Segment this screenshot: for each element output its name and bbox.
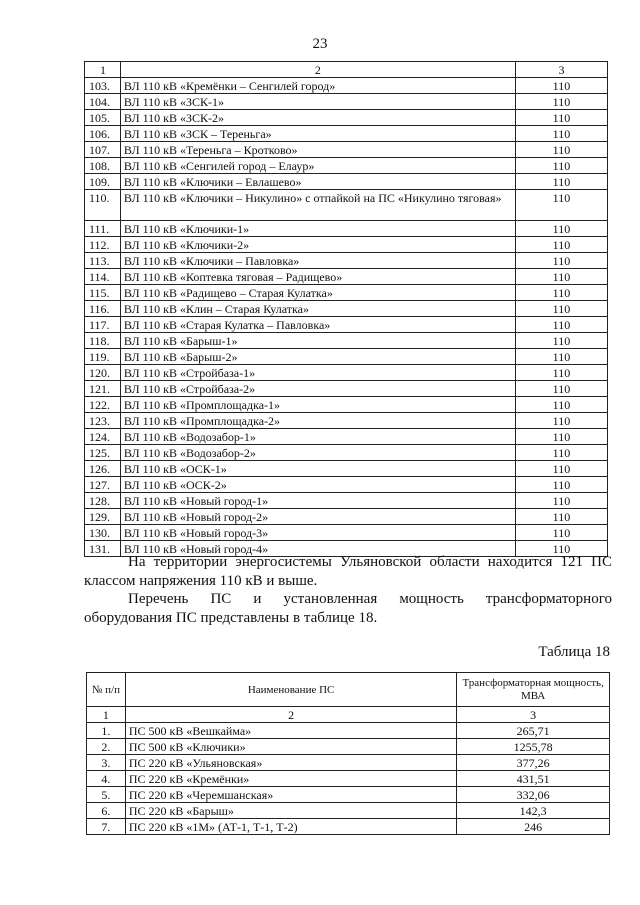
- row-number: 111.: [85, 221, 121, 237]
- line-name: [120, 221, 515, 237]
- table-row: [85, 381, 608, 397]
- index-col-3: 3: [457, 707, 610, 723]
- voltage-value: 110: [515, 221, 607, 237]
- row-number: 2.: [87, 739, 126, 755]
- transformer-power: 246: [457, 819, 610, 835]
- voltage-value: 110: [515, 365, 607, 381]
- table-row: [87, 739, 610, 755]
- row-number: 125.: [85, 445, 121, 461]
- row-number: 113.: [85, 253, 121, 269]
- line-name: [120, 381, 515, 397]
- table-row: [85, 301, 608, 317]
- line-name-text: ВЛ 110 кВ «Стройбаза-1»: [123, 366, 256, 380]
- voltage-value: 110: [515, 237, 607, 253]
- table-row: [85, 221, 608, 237]
- table-row: [85, 78, 608, 94]
- line-name-text: ВЛ 110 кВ «Барыш-1»: [123, 334, 238, 348]
- row-number: 110.: [85, 190, 121, 221]
- line-name: [120, 461, 515, 477]
- line-name-text: ВЛ 110 кВ «Старая Кулатка – Павловка»: [123, 318, 331, 332]
- header-col-3: 3: [515, 62, 607, 78]
- table-row: [85, 142, 608, 158]
- transformer-power: 332,06: [457, 787, 610, 803]
- line-name-text: ВЛ 110 кВ «Ключики-2»: [123, 238, 250, 252]
- row-number: 129.: [85, 509, 121, 525]
- row-number: 105.: [85, 110, 121, 126]
- row-number: 6.: [87, 803, 126, 819]
- table-row: [85, 110, 608, 126]
- voltage-value: 110: [515, 317, 607, 333]
- table-row: [85, 349, 608, 365]
- voltage-value: 110: [515, 285, 607, 301]
- line-name: [120, 269, 515, 285]
- row-number: 108.: [85, 158, 121, 174]
- line-name: [120, 349, 515, 365]
- transformer-power: 265,71: [457, 723, 610, 739]
- paragraph-substation-count: [84, 553, 612, 591]
- substation-name: ПС 500 кВ «Ключики»: [125, 739, 456, 755]
- row-number: 115.: [85, 285, 121, 301]
- table-row: [85, 94, 608, 110]
- line-name-text: ВЛ 110 кВ «Коптевка тяговая – Радищево»: [123, 270, 343, 284]
- header-col-2: 2: [120, 62, 515, 78]
- table-row: [87, 819, 610, 835]
- row-number: 119.: [85, 349, 121, 365]
- line-name: [120, 333, 515, 349]
- row-number: 117.: [85, 317, 121, 333]
- voltage-value: 110: [515, 397, 607, 413]
- table-row: [85, 429, 608, 445]
- table-row: [87, 787, 610, 803]
- substations-table: [86, 672, 610, 835]
- voltage-value: 110: [515, 445, 607, 461]
- line-name-text: ВЛ 110 кВ «Кремёнки – Сенгилей город»: [123, 79, 336, 93]
- table-row: [85, 413, 608, 429]
- row-number: 127.: [85, 477, 121, 493]
- row-number: 107.: [85, 142, 121, 158]
- line-name: [120, 158, 515, 174]
- voltage-value: 110: [515, 509, 607, 525]
- table-header-row: [85, 62, 608, 78]
- line-name-text: ВЛ 110 кВ «ЗСК – Тереньга»: [123, 127, 272, 141]
- substation-name: ПС 220 кВ «Кремёнки»: [125, 771, 456, 787]
- table-row: [85, 509, 608, 525]
- voltage-value: 110: [515, 301, 607, 317]
- row-number: 118.: [85, 333, 121, 349]
- voltage-value: 110: [515, 126, 607, 142]
- voltage-value: 110: [515, 110, 607, 126]
- table-caption: Таблица 18: [538, 644, 610, 660]
- row-number: 114.: [85, 269, 121, 285]
- line-name: [120, 110, 515, 126]
- table-row: [85, 253, 608, 269]
- row-number: 104.: [85, 94, 121, 110]
- voltage-value: 110: [515, 78, 607, 94]
- line-name-text: ВЛ 110 кВ «Новый город-3»: [123, 526, 269, 540]
- paragraph-table-reference: [84, 590, 612, 628]
- table-row: [85, 158, 608, 174]
- row-number: 4.: [87, 771, 126, 787]
- line-name: [120, 142, 515, 158]
- table-row: [87, 755, 610, 771]
- line-name-text: ВЛ 110 кВ «Новый город-2»: [123, 510, 269, 524]
- table-row: [85, 525, 608, 541]
- table-index-row: [87, 707, 610, 723]
- table-row: [85, 237, 608, 253]
- row-number: 109.: [85, 174, 121, 190]
- voltage-value: 110: [515, 477, 607, 493]
- row-number: 123.: [85, 413, 121, 429]
- line-name-text: ВЛ 110 кВ «Ключики – Павловка»: [123, 254, 300, 268]
- line-name: [120, 301, 515, 317]
- power-lines-table: [84, 61, 608, 557]
- transformer-power: 142,3: [457, 803, 610, 819]
- line-name: [120, 525, 515, 541]
- substation-name: ПС 220 кВ «Ульяновская»: [125, 755, 456, 771]
- transformer-power: 377,26: [457, 755, 610, 771]
- table-row: [85, 477, 608, 493]
- line-name-text: ВЛ 110 кВ «ЗСК-1»: [123, 95, 224, 109]
- table-row: [85, 445, 608, 461]
- row-number: 121.: [85, 381, 121, 397]
- row-number: 131.: [85, 541, 121, 557]
- line-name-text: ВЛ 110 кВ «Новый город-1»: [123, 494, 269, 508]
- voltage-value: 110: [515, 541, 607, 557]
- table-header-row: [87, 673, 610, 707]
- voltage-value: 110: [515, 94, 607, 110]
- header-power: Трансформаторная мощность, МВА: [457, 673, 610, 707]
- row-number: 3.: [87, 755, 126, 771]
- line-name: [120, 397, 515, 413]
- line-name: [120, 493, 515, 509]
- line-name-text: ВЛ 110 кВ «ОСК-1»: [123, 462, 227, 476]
- voltage-value: 110: [515, 158, 607, 174]
- line-name: [120, 174, 515, 190]
- substation-name: ПС 500 кВ «Вешкайма»: [125, 723, 456, 739]
- table-row: [85, 493, 608, 509]
- index-col-2: 2: [125, 707, 456, 723]
- table-row: [87, 803, 610, 819]
- line-name-text: ВЛ 110 кВ «ЗСК-2»: [123, 111, 224, 125]
- voltage-value: 110: [515, 413, 607, 429]
- row-number: 122.: [85, 397, 121, 413]
- row-number: 7.: [87, 819, 126, 835]
- row-number: 103.: [85, 78, 121, 94]
- voltage-value: 110: [515, 525, 607, 541]
- voltage-value: 110: [515, 381, 607, 397]
- header-number: № п/п: [87, 673, 126, 707]
- line-name: [120, 94, 515, 110]
- table-row: [85, 461, 608, 477]
- table-row: [85, 397, 608, 413]
- table-row: [85, 317, 608, 333]
- paragraph-text: На территории энергосистемы Ульяновской области находится 121 ПС классом напряжения 110 кВ и выше.: [84, 554, 612, 589]
- header-name: Наименование ПС: [125, 673, 456, 707]
- line-name: [120, 509, 515, 525]
- substation-name: ПС 220 кВ «1М» (АТ-1, Т-1, Т-2): [125, 819, 456, 835]
- voltage-value: 110: [515, 269, 607, 285]
- voltage-value: 110: [515, 333, 607, 349]
- line-name-text: ВЛ 110 кВ «Ключики – Евлашево»: [123, 175, 302, 189]
- voltage-value: 110: [515, 253, 607, 269]
- transformer-power: 1255,78: [457, 739, 610, 755]
- line-name-text: ВЛ 110 кВ «Ключики – Никулино» с отпайкой на ПС «Никулино тяговая»: [123, 191, 502, 205]
- voltage-value: 110: [515, 349, 607, 365]
- table-row: [87, 771, 610, 787]
- row-number: 124.: [85, 429, 121, 445]
- voltage-value: 110: [515, 429, 607, 445]
- line-name-text: ВЛ 110 кВ «Промплощадка-1»: [123, 398, 281, 412]
- line-name-text: ВЛ 110 кВ «Барыш-2»: [123, 350, 238, 364]
- substation-name: ПС 220 кВ «Барыш»: [125, 803, 456, 819]
- line-name: [120, 365, 515, 381]
- line-name-text: ВЛ 110 кВ «ОСК-2»: [123, 478, 227, 492]
- line-name: [120, 126, 515, 142]
- table-row: [85, 190, 608, 221]
- line-name-text: ВЛ 110 кВ «Клин – Старая Кулатка»: [123, 302, 310, 316]
- row-number: 1.: [87, 723, 126, 739]
- table-row: [85, 285, 608, 301]
- header-col-1: 1: [85, 62, 121, 78]
- line-name-text: ВЛ 110 кВ «Водозабор-2»: [123, 446, 256, 460]
- line-name-text: ВЛ 110 кВ «Новый город-4»: [123, 542, 269, 556]
- row-number: 126.: [85, 461, 121, 477]
- line-name: [120, 317, 515, 333]
- table-row: [85, 126, 608, 142]
- line-name-text: ВЛ 110 кВ «Водозабор-1»: [123, 430, 256, 444]
- voltage-value: 110: [515, 174, 607, 190]
- line-name: [120, 190, 515, 221]
- line-name: [120, 477, 515, 493]
- line-name: [120, 445, 515, 461]
- voltage-value: 110: [515, 142, 607, 158]
- row-number: 128.: [85, 493, 121, 509]
- line-name-text: ВЛ 110 кВ «Радищево – Старая Кулатка»: [123, 286, 333, 300]
- transformer-power: 431,51: [457, 771, 610, 787]
- line-name-text: ВЛ 110 кВ «Ключики-1»: [123, 222, 250, 236]
- paragraph-text: Перечень ПС и установленная мощность трансформаторного оборудования ПС представлены в таблице 18.: [84, 591, 612, 626]
- voltage-value: 110: [515, 493, 607, 509]
- line-name-text: ВЛ 110 кВ «Промплощадка-2»: [123, 414, 281, 428]
- index-col-1: 1: [87, 707, 126, 723]
- voltage-value: 110: [515, 190, 607, 221]
- row-number: 112.: [85, 237, 121, 253]
- line-name-text: ВЛ 110 кВ «Стройбаза-2»: [123, 382, 256, 396]
- voltage-value: 110: [515, 461, 607, 477]
- row-number: 116.: [85, 301, 121, 317]
- line-name-text: ВЛ 110 кВ «Тереньга – Кротково»: [123, 143, 298, 157]
- page-number: 23: [312, 36, 328, 52]
- line-name: [120, 413, 515, 429]
- line-name: [120, 237, 515, 253]
- line-name: [120, 285, 515, 301]
- table-row: [85, 174, 608, 190]
- line-name: [120, 429, 515, 445]
- row-number: 106.: [85, 126, 121, 142]
- table-row: [87, 723, 610, 739]
- substation-name: ПС 220 кВ «Черемшанская»: [125, 787, 456, 803]
- row-number: 130.: [85, 525, 121, 541]
- line-name-text: ВЛ 110 кВ «Сенгилей город – Елаур»: [123, 159, 315, 173]
- row-number: 120.: [85, 365, 121, 381]
- row-number: 5.: [87, 787, 126, 803]
- table-row: [85, 365, 608, 381]
- line-name: [120, 253, 515, 269]
- table-row: [85, 269, 608, 285]
- line-name: [120, 78, 515, 94]
- table-row: [85, 333, 608, 349]
